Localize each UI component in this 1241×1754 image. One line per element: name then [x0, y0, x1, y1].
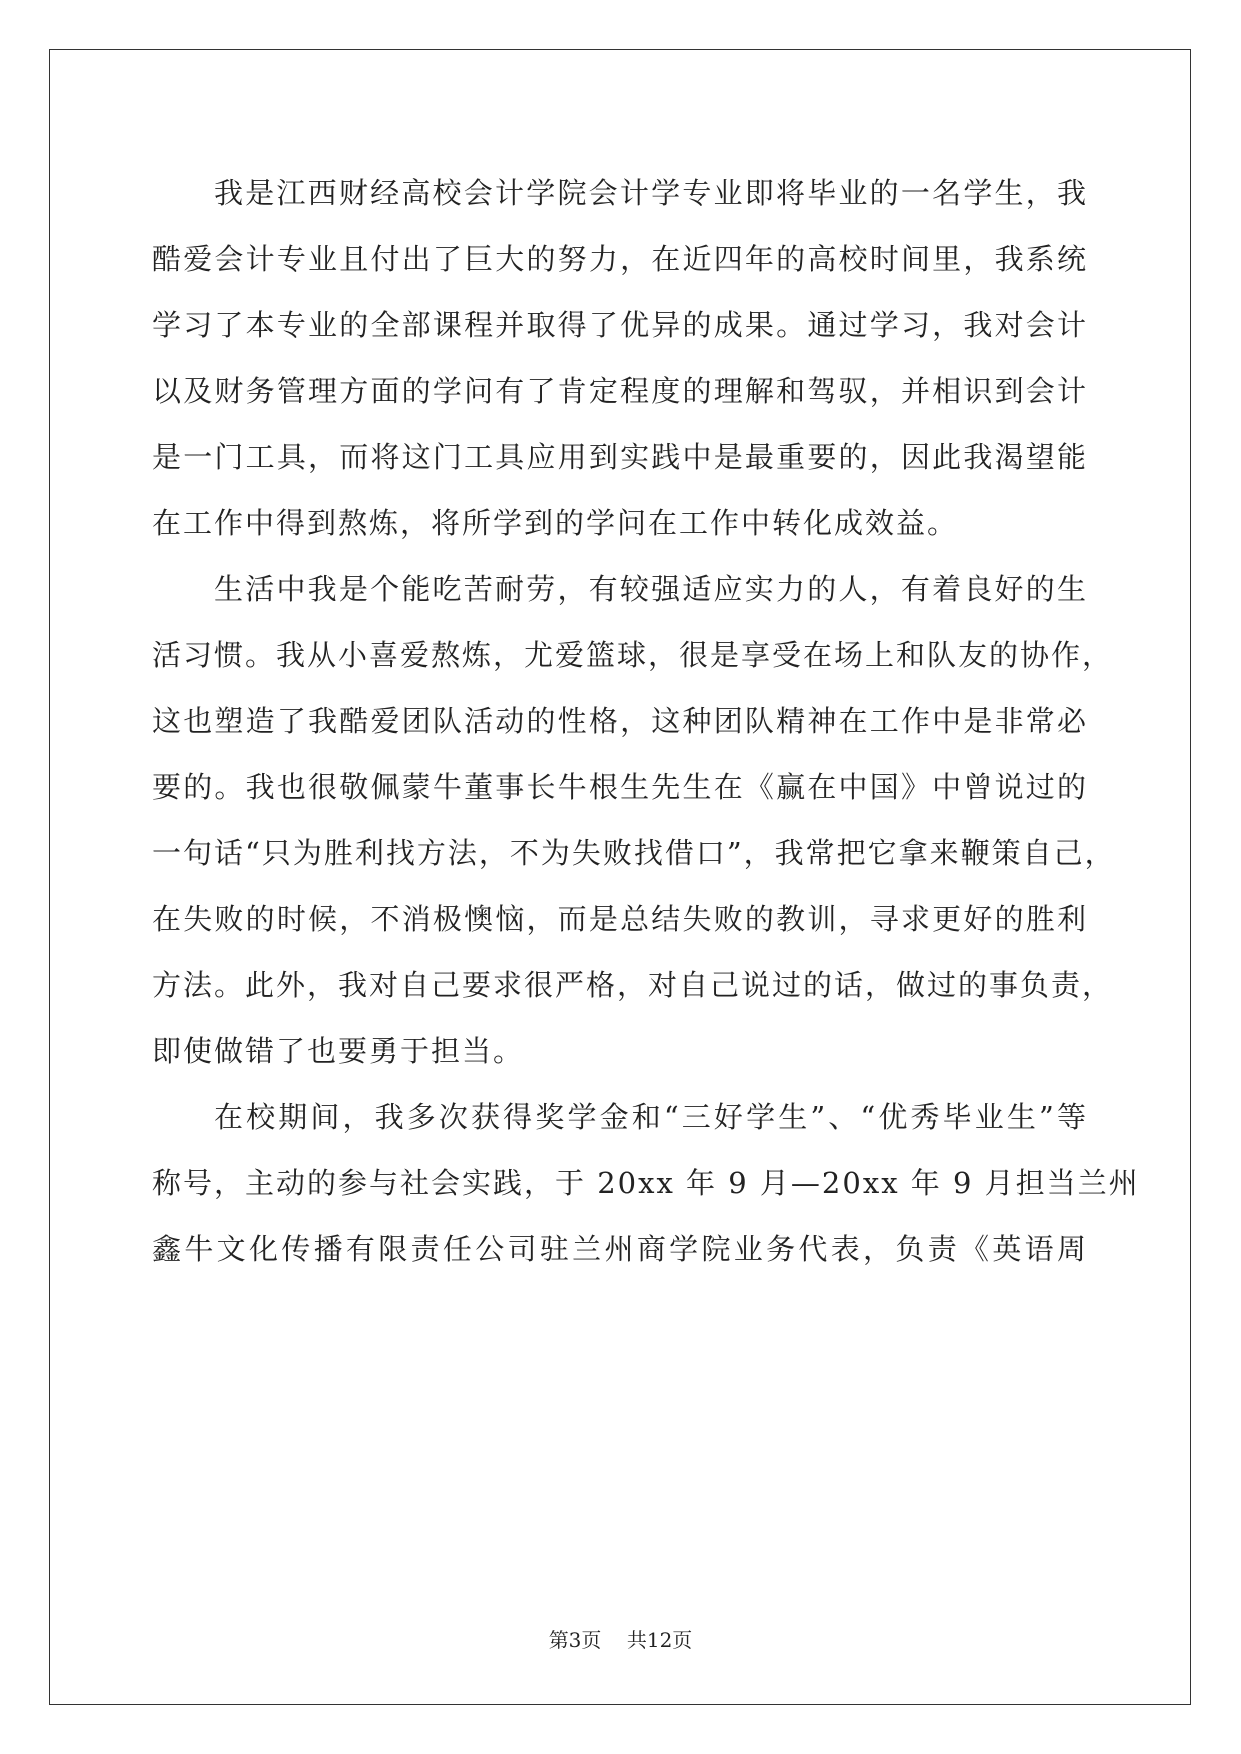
text-line: 以及财务管理方面的学问有了肯定程度的理解和驾驭，并相识到会计 — [152, 374, 1088, 408]
page-footer — [0, 1628, 1241, 1652]
paragraph — [152, 160, 1088, 556]
text-line: 在校期间，我多次获得奖学金和“三好学生”、“优秀毕业生”等 — [214, 1100, 1088, 1134]
text-line: 鑫牛文化传播有限责任公司驻兰州商学院业务代表，负责《英语周 — [152, 1232, 1088, 1266]
current-page-number: 第3页 — [548, 1628, 602, 1652]
document-body — [152, 160, 1140, 1282]
total-page-count: 共12页 — [626, 1628, 693, 1652]
text-line: 方法。此外，我对自己要求很严格，对自己说过的话，做过的事负责， — [152, 968, 1114, 1002]
text-line: 在工作中得到熬炼，将所学到的学问在工作中转化成效益。 — [152, 506, 959, 540]
text-line: 生活中我是个能吃苦耐劳，有较强适应实力的人，有着良好的生 — [214, 572, 1088, 606]
text-line: 这也塑造了我酷爱团队活动的性格，这种团队精神在工作中是非常必 — [152, 704, 1088, 738]
text-line: 我是江西财经高校会计学院会计学专业即将毕业的一名学生，我 — [214, 176, 1088, 210]
paragraph — [152, 1084, 1140, 1282]
text-line: 一句话“只为胜利找方法，不为失败找借口”，我常把它拿来鞭策自己， — [152, 836, 1116, 870]
text-line: 称号，主动的参与社会实践，于 20xx 年 9 月—20xx 年 9 月担当兰州 — [152, 1166, 1140, 1200]
text-line: 学习了本专业的全部课程并取得了优异的成果。通过学习，我对会计 — [152, 308, 1088, 342]
text-line: 即使做错了也要勇于担当。 — [152, 1034, 525, 1068]
text-line: 活习惯。我从小喜爱熬炼，尤爱篮球，很是享受在场上和队友的协作， — [152, 638, 1114, 672]
paragraph — [152, 556, 1116, 1084]
text-line: 是一门工具，而将这门工具应用到实践中是最重要的，因此我渴望能 — [152, 440, 1088, 474]
text-line: 要的。我也很敬佩蒙牛董事长牛根生先生在《赢在中国》中曾说过的 — [152, 770, 1088, 804]
text-line: 在失败的时候，不消极懊恼，而是总结失败的教训，寻求更好的胜利 — [152, 902, 1088, 936]
text-line: 酷爱会计专业且付出了巨大的努力，在近四年的高校时间里，我系统 — [152, 242, 1088, 276]
